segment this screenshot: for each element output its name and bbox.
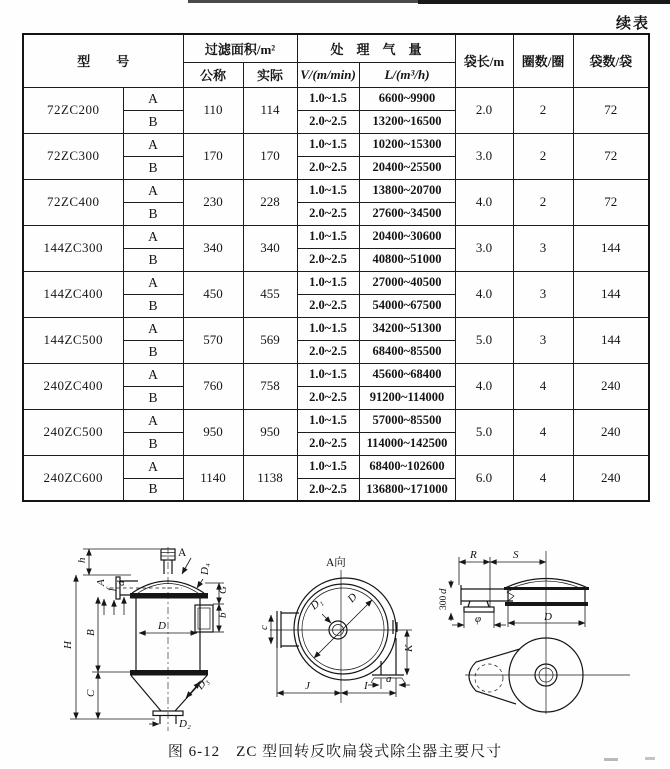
cell-flow-b: 136800~171000 — [359, 478, 455, 501]
spec-table-header — [23, 34, 649, 87]
cell-flow-a: 6600~9900 — [359, 87, 455, 110]
cell-velocity-a: 1.0~1.5 — [297, 87, 359, 110]
cell-flow-a: 68400~102600 — [359, 455, 455, 478]
table-row — [23, 225, 649, 248]
cell-velocity-a: 1.0~1.5 — [297, 317, 359, 340]
dim-D3: D₃ — [194, 675, 212, 693]
cell-bags: 144 — [573, 271, 649, 317]
cell-nominal: 570 — [183, 317, 243, 363]
left-view-elevation — [62, 547, 229, 731]
cell-velocity-b: 2.0~2.5 — [297, 478, 359, 501]
table-row — [23, 133, 649, 156]
dim-f: f — [105, 587, 117, 591]
cell-actual: 170 — [243, 133, 297, 179]
cell-flow-a: 13800~20700 — [359, 179, 455, 202]
figure-drawings — [0, 535, 670, 745]
cell-nominal: 1140 — [183, 455, 243, 501]
cell-flow-a: 20400~30600 — [359, 225, 455, 248]
cell-bags: 72 — [573, 133, 649, 179]
cell-actual: 340 — [243, 225, 297, 271]
cell-bags: 72 — [573, 179, 649, 225]
cell-model: 240ZC500 — [23, 409, 123, 455]
table-row — [23, 317, 649, 340]
cell-bag-length: 3.0 — [455, 225, 513, 271]
cell-variant-b: B — [123, 294, 183, 317]
cell-nominal: 110 — [183, 87, 243, 133]
cell-bag-length: 3.0 — [455, 133, 513, 179]
cell-variant-b: B — [123, 202, 183, 225]
cell-variant-a: A — [123, 271, 183, 294]
cell-model: 72ZC400 — [23, 179, 123, 225]
cell-variant-b: B — [123, 248, 183, 271]
cell-flow-b: 114000~142500 — [359, 432, 455, 455]
table-row — [23, 87, 649, 110]
header-model: 型 号 — [23, 34, 183, 87]
cell-model: 144ZC300 — [23, 225, 123, 271]
dim-B: B — [85, 629, 97, 636]
cell-rings: 2 — [513, 179, 573, 225]
cell-model: 72ZC200 — [23, 87, 123, 133]
cell-flow-b: 40800~51000 — [359, 248, 455, 271]
dim-D1: D₁ — [308, 595, 325, 613]
cell-model: 144ZC500 — [23, 317, 123, 363]
cell-rings: 3 — [513, 271, 573, 317]
cell-flow-a: 45600~68400 — [359, 363, 455, 386]
cell-bag-length: 4.0 — [455, 179, 513, 225]
right-view-top-assembly — [437, 549, 630, 714]
cell-variant-b: B — [123, 386, 183, 409]
cell-flow-a: 34200~51300 — [359, 317, 455, 340]
cell-bag-length: 5.0 — [455, 317, 513, 363]
cell-bag-length: 4.0 — [455, 363, 513, 409]
view-title: A向 — [326, 557, 346, 569]
dim-h: h — [76, 557, 88, 563]
header-nominal: 公称 — [183, 62, 243, 87]
cell-velocity-b: 2.0~2.5 — [297, 340, 359, 363]
cell-variant-a: A — [123, 409, 183, 432]
dim-A: A — [95, 579, 107, 586]
dim-R: R — [470, 549, 477, 561]
cell-actual: 758 — [243, 363, 297, 409]
dim-D-middle: D — [345, 591, 360, 606]
dim-K: K — [403, 644, 415, 652]
cell-velocity-b: 2.0~2.5 — [297, 386, 359, 409]
cell-velocity-a: 1.0~1.5 — [297, 409, 359, 432]
dim-H: H — [62, 641, 74, 649]
cell-velocity-b: 2.0~2.5 — [297, 432, 359, 455]
cell-velocity-b: 2.0~2.5 — [297, 202, 359, 225]
cell-velocity-a: 1.0~1.5 — [297, 179, 359, 202]
middle-view-plan — [258, 555, 415, 703]
cell-rings: 3 — [513, 225, 573, 271]
header-flow: L/(m³/h) — [359, 62, 455, 87]
cell-velocity-b: 2.0~2.5 — [297, 294, 359, 317]
cell-flow-b: 13200~16500 — [359, 110, 455, 133]
cell-actual: 569 — [243, 317, 297, 363]
cell-bag-length: 4.0 — [455, 271, 513, 317]
cell-nominal: 450 — [183, 271, 243, 317]
cell-bags: 72 — [573, 87, 649, 133]
cell-bag-length: 2.0 — [455, 87, 513, 133]
figure-caption: 图 6-12 ZC 型回转反吹扁袋式除尘器主要尺寸 — [167, 744, 503, 760]
cell-actual: 114 — [243, 87, 297, 133]
cell-variant-a: A — [123, 179, 183, 202]
cell-model: 72ZC300 — [23, 133, 123, 179]
cell-variant-b: B — [123, 156, 183, 179]
dim-S: S — [513, 549, 519, 561]
dim-phi: φ — [475, 613, 482, 625]
cell-rings: 2 — [513, 133, 573, 179]
cell-rings: 4 — [513, 363, 573, 409]
cell-variant-b: B — [123, 110, 183, 133]
cell-bags: 240 — [573, 455, 649, 501]
cell-bags: 240 — [573, 409, 649, 455]
table-row — [23, 455, 649, 478]
cell-flow-a: 10200~15300 — [359, 133, 455, 156]
cell-variant-b: B — [123, 432, 183, 455]
cell-variant-b: B — [123, 478, 183, 501]
cell-actual: 455 — [243, 271, 297, 317]
dim-G: G — [217, 586, 229, 594]
cell-flow-b: 27600~34500 — [359, 202, 455, 225]
cell-velocity-a: 1.0~1.5 — [297, 455, 359, 478]
cell-rings: 3 — [513, 317, 573, 363]
cell-velocity-b: 2.0~2.5 — [297, 110, 359, 133]
dim-d: d — [115, 580, 127, 586]
view-arrow-label: A — [178, 547, 187, 559]
header-bag-length: 袋长/m — [455, 34, 513, 87]
cell-variant-a: A — [123, 317, 183, 340]
cell-flow-b: 20400~25500 — [359, 156, 455, 179]
continued-table-label: 续表 — [615, 16, 650, 32]
cell-bags: 144 — [573, 225, 649, 271]
dim-D2: D₂ — [179, 718, 191, 730]
dim-D4: D₄ — [199, 563, 211, 575]
cell-model: 240ZC400 — [23, 363, 123, 409]
table-row — [23, 409, 649, 432]
header-velocity: V/(m/min) — [297, 62, 359, 87]
dim-d-right: d — [437, 588, 449, 594]
cell-actual: 228 — [243, 179, 297, 225]
cell-nominal: 170 — [183, 133, 243, 179]
cell-flow-b: 91200~114000 — [359, 386, 455, 409]
cell-bags: 240 — [573, 363, 649, 409]
cell-nominal: 230 — [183, 179, 243, 225]
cell-variant-a: A — [123, 363, 183, 386]
cell-nominal: 760 — [183, 363, 243, 409]
cell-velocity-a: 1.0~1.5 — [297, 225, 359, 248]
cell-variant-a: A — [123, 455, 183, 478]
header-gas-volume: 处 理 气 量 — [297, 34, 455, 62]
table-row — [23, 179, 649, 202]
dim-D-right: D — [544, 611, 552, 623]
dim-a: a — [386, 673, 392, 685]
scan-artifact-line-dark — [418, 0, 670, 4]
cell-velocity-a: 1.0~1.5 — [297, 363, 359, 386]
cell-variant-a: A — [123, 225, 183, 248]
cell-flow-a: 57000~85500 — [359, 409, 455, 432]
cell-actual: 1138 — [243, 455, 297, 501]
cell-model: 240ZC600 — [23, 455, 123, 501]
dim-D: D — [158, 620, 166, 632]
cell-flow-b: 54000~67500 — [359, 294, 455, 317]
table-row — [23, 363, 649, 386]
dim-b: b — [217, 612, 229, 618]
cell-nominal: 340 — [183, 225, 243, 271]
spec-table-body — [23, 87, 649, 501]
cell-rings: 4 — [513, 455, 573, 501]
cell-velocity-b: 2.0~2.5 — [297, 248, 359, 271]
cell-velocity-b: 2.0~2.5 — [297, 156, 359, 179]
cell-variant-b: B — [123, 340, 183, 363]
cell-variant-a: A — [123, 133, 183, 156]
cell-nominal: 950 — [183, 409, 243, 455]
cell-flow-a: 27000~40500 — [359, 271, 455, 294]
cell-rings: 4 — [513, 409, 573, 455]
cell-bag-length: 6.0 — [455, 455, 513, 501]
cell-actual: 950 — [243, 409, 297, 455]
cell-bags: 144 — [573, 317, 649, 363]
cell-flow-b: 68400~85500 — [359, 340, 455, 363]
dim-J: J — [305, 680, 310, 692]
cell-velocity-a: 1.0~1.5 — [297, 271, 359, 294]
header-filter-area: 过滤面积/m² — [183, 34, 297, 62]
dim-I: I — [364, 680, 368, 692]
header-rings: 圈数/圈 — [513, 34, 573, 87]
spec-table — [22, 33, 650, 502]
cell-rings: 2 — [513, 87, 573, 133]
header-bags: 袋数/袋 — [573, 34, 649, 87]
cell-model: 144ZC400 — [23, 271, 123, 317]
dim-c: c — [258, 625, 270, 630]
cell-bag-length: 5.0 — [455, 409, 513, 455]
cell-velocity-a: 1.0~1.5 — [297, 133, 359, 156]
dim-300: 300 — [439, 595, 449, 610]
dim-C: C — [85, 689, 97, 697]
cell-variant-a: A — [123, 87, 183, 110]
header-actual: 实际 — [243, 62, 297, 87]
table-row — [23, 271, 649, 294]
